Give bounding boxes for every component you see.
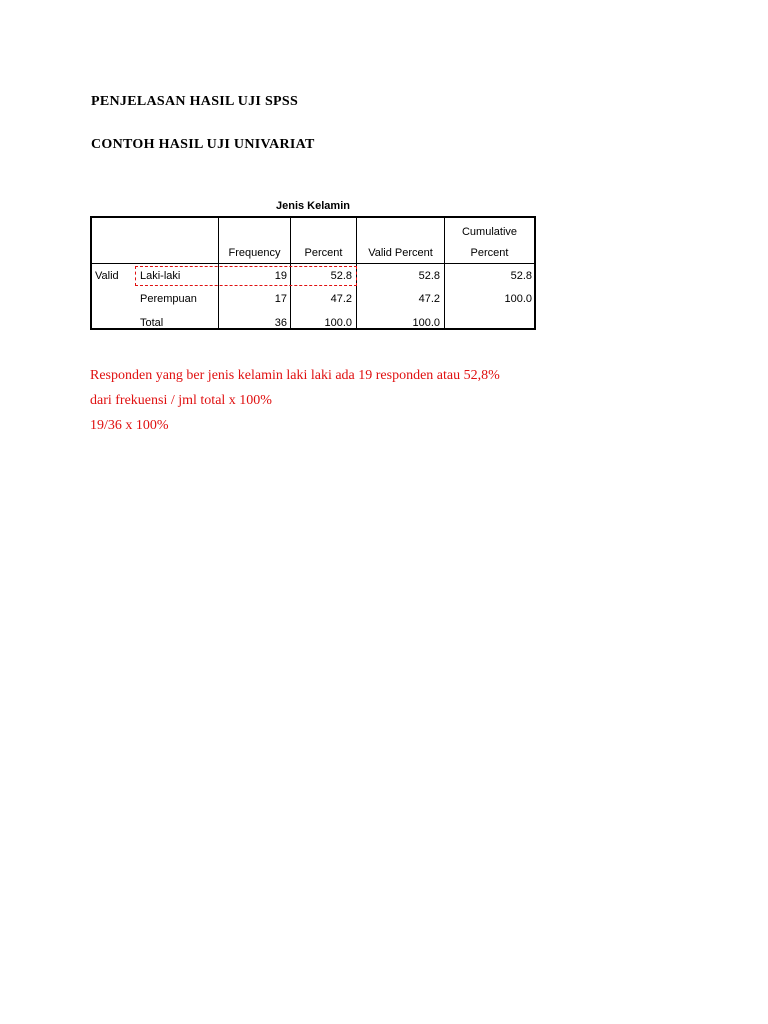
row-valid-percent: 100.0: [412, 317, 440, 329]
row-label: Total: [140, 317, 164, 329]
header-divider: [92, 263, 534, 264]
row-valid-percent: 47.2: [418, 293, 440, 305]
header-cumulative-line1: Cumulative: [461, 226, 518, 238]
row-percent: 100.0: [324, 317, 352, 329]
table-title: Jenis Kelamin: [276, 200, 350, 212]
header-valid-percent: Valid Percent: [368, 247, 433, 259]
section-title: CONTOH HASIL UJI UNIVARIAT: [91, 137, 315, 152]
highlight-dashed-box: [135, 266, 357, 286]
row-percent: 47.2: [330, 293, 352, 305]
row-cumulative: 100.0: [504, 293, 532, 305]
row-frequency: 17: [274, 293, 287, 305]
row-percent: 52.8: [330, 270, 352, 282]
annotation-line-2: dari frekuensi / jml total x 100%: [90, 393, 272, 408]
header-frequency: Frequency: [228, 247, 281, 259]
annotation-line-3: 19/36 x 100%: [90, 418, 169, 433]
header-cumulative-line2: Percent: [470, 247, 509, 259]
annotation-line-1: Responden yang ber jenis kelamin laki laki ada 19 responden atau 52,8%: [90, 368, 500, 383]
page-title: PENJELASAN HASIL UJI SPSS: [91, 94, 299, 109]
row-frequency: 19: [274, 270, 287, 282]
group-label-valid: Valid: [95, 270, 119, 282]
row-cumulative: 52.8: [510, 270, 532, 282]
row-valid-percent: 52.8: [418, 270, 440, 282]
header-percent: Percent: [304, 247, 343, 259]
row-frequency: 36: [274, 317, 287, 329]
row-label: Perempuan: [140, 293, 197, 305]
row-label: Laki-laki: [140, 270, 181, 282]
